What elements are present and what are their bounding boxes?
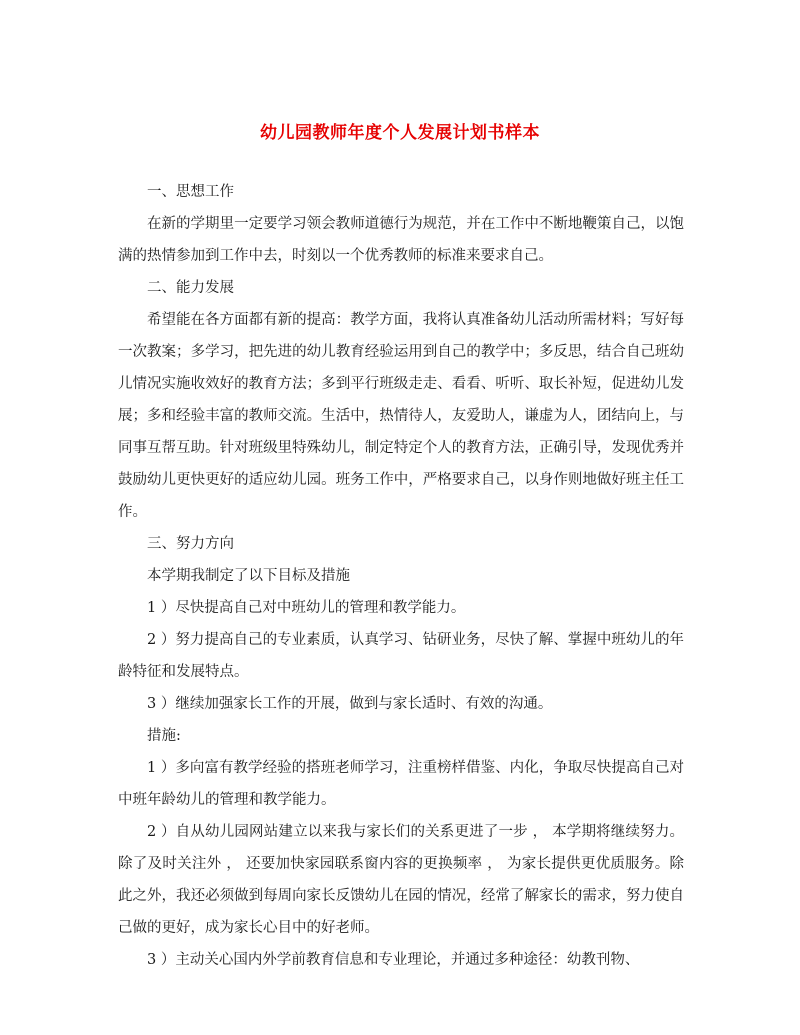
list-item: 1 ）多向富有教学经验的搭班老师学习，注重榜样借鉴、内化，争取尽快提高自己对中班年龄幼儿的管理和教学能力。 (118, 760, 684, 808)
list-item: 1 ）尽快提高自己对中班幼儿的管理和教学能力。 (147, 600, 466, 616)
paragraph: 希望能在各方面都有新的提高：教学方面，我将认真准备幼儿活动所需材料；写好每一次教案；多学习，把先进的幼儿教育经验运用到自己的教学中；多反思，结合自己班幼儿情况实施收效好的教育方法；多到平行班级走走、看看、听听、取长补短，促进幼儿发展；多和经验丰富的教师交流。生活中，热情待人，友爱助人，谦虚为人，团结向上，与同事互帮互助。针对班级里特殊幼儿，制定特定个人的教育方法，正确引导，发现优秀并鼓励幼儿更快更好的适应幼儿园。班务工作中，严格要求自己，以身作则地做好班主任工作。 (118, 312, 684, 520)
document-title: 幼儿园教师年度个人发展计划书样本 (260, 123, 540, 143)
paragraph: 本学期我制定了以下目标及措施 (147, 568, 350, 584)
measures-heading: 措施: (147, 728, 181, 744)
list-item: 2 ）努力提高自己的专业素质，认真学习、钻研业务，尽快了解、掌握中班幼儿的年龄特征和发展特点。 (118, 632, 684, 680)
list-item: 3 ）继续加强家长工作的开展，做到与家长适时、有效的沟通。 (147, 696, 553, 712)
section-heading-ideology: 一、思想工作 (147, 184, 234, 200)
list-item: 3 ）主动关心国内外学前教育信息和专业理论，并通过多种途径：幼教刊物、 (147, 952, 640, 968)
document-body (118, 176, 684, 976)
paragraph: 在新的学期里一定要学习领会教师道德行为规范，并在工作中不断地鞭策自己，以饱满的热情参加到工作中去，时刻以一个优秀教师的标准来要求自己。 (118, 216, 684, 264)
list-item: 2 ）自从幼儿园网站建立以来我与家长们的关系更进了一步 ， 本学期将继续努力。除了及时关注外 ， 还要加快家园联系窗内容的更换频率 ， 为家长提供更优质服务。除此之外，我还必须做到每周向家长反馈幼儿在园的情况，经常了解家长的需求，努力使自己做的更好，成为家长心目中的好老师。 (118, 824, 684, 936)
section-heading-direction: 三、努力方向 (147, 536, 234, 552)
section-heading-ability: 二、能力发展 (147, 280, 234, 296)
